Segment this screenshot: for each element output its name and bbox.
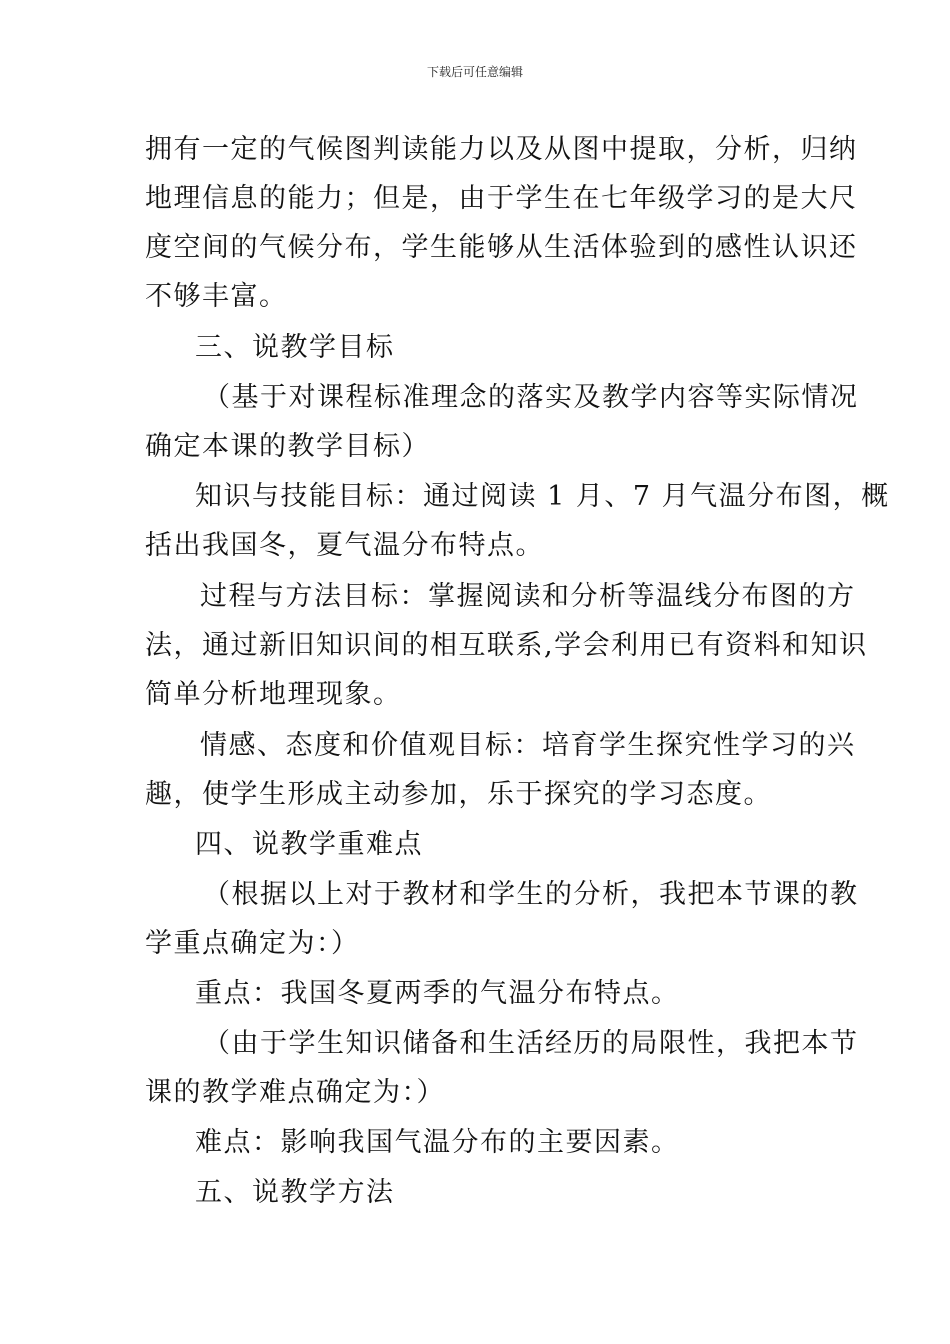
paragraph-line: 情感、态度和价值观目标：培育学生探究性学习的兴	[200, 730, 856, 761]
paragraph-line: 重点：我国冬夏两季的气温分布特点。	[195, 978, 680, 1009]
paragraph-line: 度空间的气候分布，学生能够从生活体验到的感性认识还	[145, 232, 858, 263]
paragraph-line: 拥有一定的气候图判读能力以及从图中提取，分析，归纳	[145, 134, 858, 165]
paragraph-line: 简单分析地理现象。	[145, 679, 402, 710]
paragraph-line: 确定本课的教学目标）	[145, 431, 430, 462]
section-heading-methods: 五、说教学方法	[195, 1177, 395, 1208]
page-header: 下载后可任意编辑	[426, 65, 523, 79]
paragraph-line: 不够丰富。	[145, 281, 288, 312]
paragraph-line: （根据以上对于教材和学生的分析，我把本节课的教	[203, 879, 859, 910]
paragraph-line: 法，通过新旧知识间的相互联系,学会利用已有资料和知识	[145, 630, 868, 661]
paragraph-line: 知识与技能目标：通过阅读 1 月、7 月气温分布图，概	[195, 481, 890, 512]
paragraph-line: （由于学生知识储备和生活经历的局限性，我把本节	[203, 1028, 859, 1059]
section-heading-objectives: 三、说教学目标	[195, 332, 395, 363]
paragraph-line: （基于对课程标准理念的落实及教学内容等实际情况	[203, 382, 859, 413]
paragraph-line: 学重点确定为：）	[145, 928, 360, 959]
paragraph-line: 过程与方法目标：掌握阅读和分析等温线分布图的方	[200, 581, 856, 612]
paragraph-line: 难点：影响我国气温分布的主要因素。	[195, 1127, 680, 1158]
section-heading-key-points: 四、说教学重难点	[195, 829, 423, 860]
paragraph-line: 课的教学难点确定为：）	[145, 1077, 445, 1108]
paragraph-line: 地理信息的能力；但是，由于学生在七年级学习的是大尺	[145, 183, 858, 214]
paragraph-line: 括出我国冬，夏气温分布特点。	[145, 530, 544, 561]
paragraph-line: 趣，使学生形成主动参加，乐于探究的学习态度。	[145, 779, 772, 810]
